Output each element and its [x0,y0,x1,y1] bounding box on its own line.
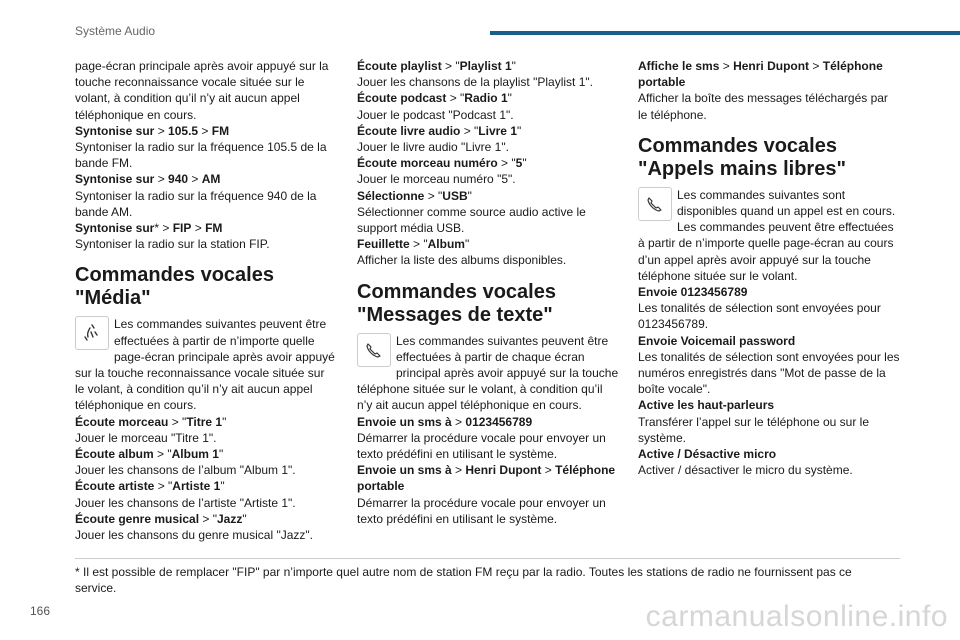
page-number: 166 [30,604,51,618]
watermark: carmanualsonline.info [645,600,948,633]
note-sms: Les commandes suivantes peuvent être effectuées à partir de chaque écran principal après avoir appuyé sur la touche téléphone située sur le volant, à condition qu’il n’y ait aucun appel téléphonique en cours. [357,333,619,413]
command: Écoute album > "Album 1" [75,447,224,462]
column-2 [357,58,619,527]
command-description: Jouer le morceau "Titre 1". [75,430,217,445]
command: Envoie 0123456789 [638,285,748,300]
phone-icon [638,187,672,221]
command-description: Activer / désactiver le micro du système. [638,463,853,478]
command-description: Sélectionner comme source audio active le support média USB. [357,204,586,236]
command: Envoie Voicemail password [638,333,796,348]
command: Envoie un sms à > Henri Dupont > Téléphone portable [357,463,616,494]
command: Sélectionne > "USB" [357,188,472,203]
footnote: * Il est possible de remplacer "FIP" par n’importe quel autre nom de station FM reçu par la radio. Toutes les stations de radio ne fournissent pas ce service. [75,565,852,595]
command-description: Jouer le morceau numéro "5". [357,172,516,187]
command-description: Syntoniser la radio sur la fréquence 105.5 de la bande FM. [75,140,327,171]
command-description: Démarrer la procédure vocale pour envoyer un texto prédéfini en utilisant le système. [357,430,606,462]
command: Active les haut-parleurs [638,398,775,413]
header-accent-bar [490,31,960,35]
command: Affiche le sms > Henri Dupont > Téléphone portable [638,59,883,90]
command-description: Jouer le podcast "Podcast 1". [357,107,514,122]
page-header-title: Système Audio [75,24,156,38]
note-media: Les commandes suivantes peuvent être effectuées à partir de n’importe quelle page-écran principale après avoir appuyé sur la touche reconnaissance vocale située sur le volant, à condition qu’il n’y ait aucun appel téléphonique en cours. [75,317,335,413]
command: Active / Désactive micro [638,447,777,462]
command: Écoute morceau numéro > "5" [357,156,527,171]
column-1 [75,58,337,543]
paragraph: Les commandes peuvent être effectuées à partir de n’importe quelle page-écran au cours d’un appel après avoir appuyé sur la touche téléphone située sur le volant. [638,220,894,283]
heading-sms: Commandes vocales "Messages de texte" [357,280,556,326]
command-description: Les tonalités de sélection sont envoyées pour les numéros enregistrés dans "Mot de passe de la boîte vocale". [638,349,900,397]
command: Syntonise sur > 940 > AM [75,172,221,187]
note-calls: Les commandes suivantes sont disponibles quand un appel est en cours. [638,187,900,219]
command: Écoute podcast > "Radio 1" [357,91,512,106]
command-description: Jouer les chansons du genre musical "Jazz". [75,528,313,543]
command: Écoute morceau > "Titre 1" [75,414,227,429]
phone-icon [357,333,391,367]
command-description: Jouer le livre audio "Livre 1". [357,140,509,155]
command-description: Syntoniser la radio sur la fréquence 940 de la bande AM. [75,188,317,219]
command: Écoute genre musical > "Jazz" [75,511,247,526]
voice-command-icon [75,316,109,350]
command: Écoute artiste > "Artiste 1" [75,479,225,494]
heading-calls: Commandes vocales "Appels mains libres" [638,134,846,180]
heading-media: Commandes vocales "Média" [75,264,274,310]
command-description: Jouer les chansons de l’album "Album 1". [75,463,296,478]
command: Écoute playlist > "Playlist 1" [357,59,516,73]
command-description: Syntoniser la radio sur la station FIP. [75,237,270,252]
command-description: Jouer les chansons de la playlist "Playlist 1". [357,75,593,90]
command-description: Démarrer la procédure vocale pour envoyer un texto prédéfini en utilisant le système. [357,495,606,526]
command-description: Jouer les chansons de l’artiste "Artiste 1". [75,495,296,510]
column-3 [638,58,900,478]
command: Syntonise sur* > FIP > FM [75,221,223,236]
footnote-divider [75,558,900,559]
command-description: Afficher la liste des albums disponibles. [357,253,567,268]
command-description: Afficher la boîte des messages téléchargés par le téléphone. [638,91,888,122]
command: Feuillette > "Album" [357,237,470,252]
command: Syntonise sur > 105.5 > FM [75,123,230,138]
command-description: Transférer l’appel sur le téléphone ou sur le système. [638,414,870,445]
command-description: Les tonalités de sélection sont envoyées pour 0123456789. [638,301,881,332]
intro-text: page-écran principale après avoir appuyé sur la touche reconnaissance vocale située sur le volant, à condition qu’il n’y ait aucun appel téléphonique en cours. [75,59,329,122]
command: Envoie un sms à > 0123456789 [357,414,533,429]
command: Écoute livre audio > "Livre 1" [357,123,522,138]
